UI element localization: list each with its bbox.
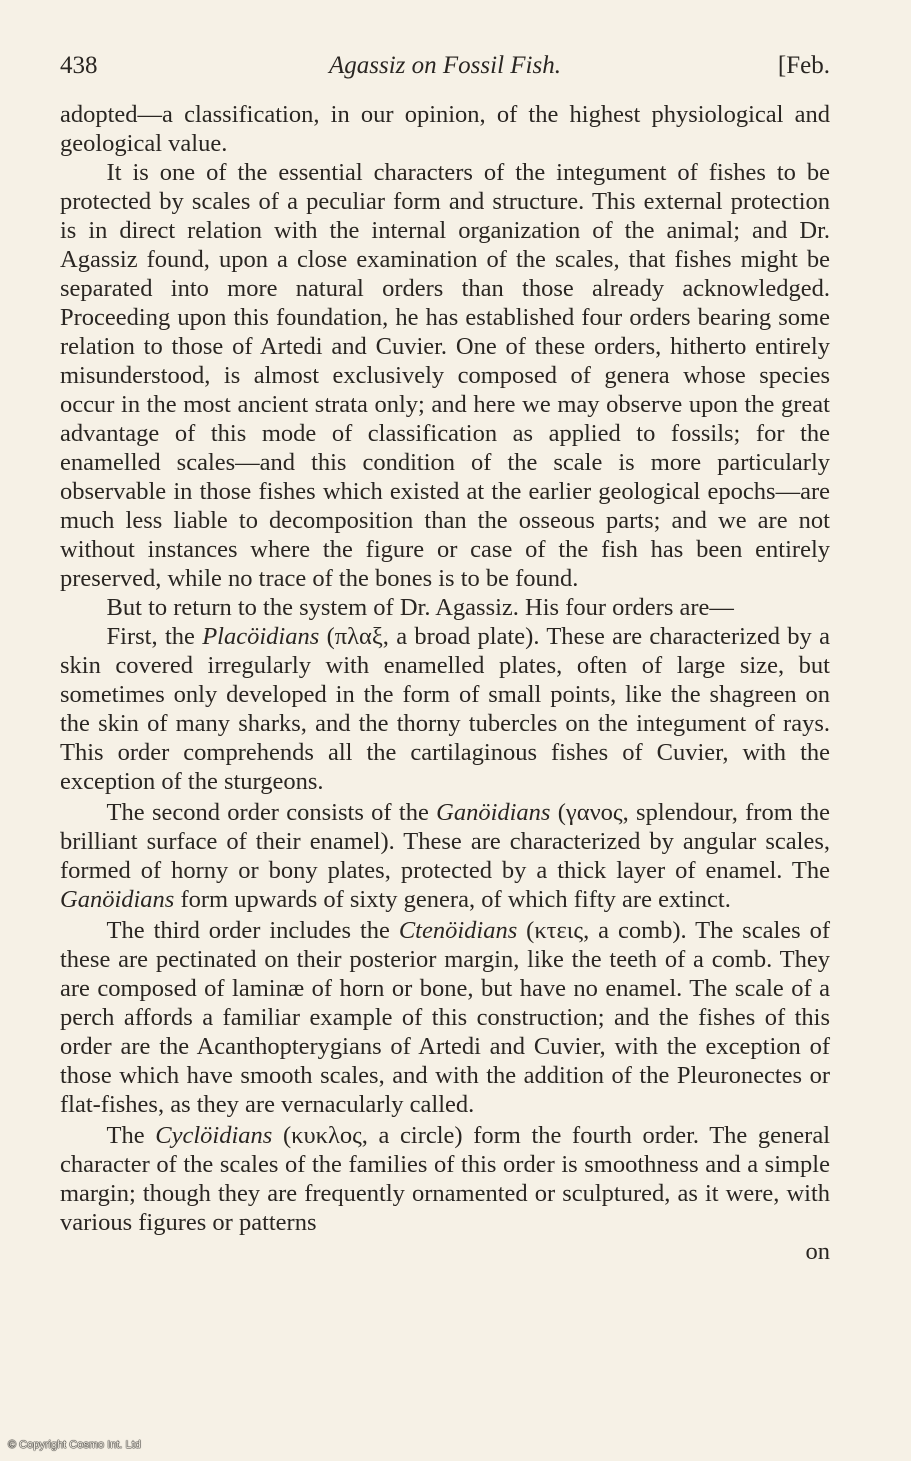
- paragraph: The third order includes the Ctenöidians (κτεις, a comb). The scales of these are pectinated on their posterior margin, like the teeth of a comb. They are composed of laminæ of horn or bone, but have no enamel. The scale of a perch affords a familiar example of this construction; and the fishes of this order are the Acanthopterygians of Artedi and Cuvier, with the exception of those which have smooth scales, and with the addition of the Pleuronectes or flat-fishes, as they are vernacularly called.: [60, 917, 830, 1118]
- page-number: 438: [60, 52, 98, 79]
- month-label: [Feb.: [777, 52, 830, 79]
- order-name: Cyclöidians: [155, 1122, 273, 1149]
- order-name: Placöidians: [202, 623, 320, 650]
- order-name: Ctenöidians: [398, 917, 518, 944]
- order-name: Ganöidians: [60, 886, 175, 913]
- running-title: Agassiz on Fossil Fish.: [329, 52, 561, 79]
- paragraph: It is one of the essential characters of the integument of fishes to be protected by scales of a peculiar form and structure. This external protection is in direct relation with the internal organization of the animal; and Dr. Agassiz found, upon a close examination of the scales, that fishes might be separated into more natural orders than those already acknowledged. Proceeding upon this foundation, he has established four orders bearing some relation to those of Artedi and Cuvier. One of these orders, hitherto entirely misunderstood, is almost exclusively composed of genera whose species occur in the most ancient strata only; and here we may observe upon the great advantage of this mode of classification as applied to fossils; for the enamelled scales—and this condition of the scale is more particularly observable in those fishes which existed at the earlier geological epochs—are much less liable to decomposition than the osseous parts; and we are not without instances where the figure or case of the fish has been entirely preserved, while no trace of the bones is to be found.: [60, 159, 830, 592]
- copyright-watermark: © Copyright Cosmo Int. Ltd: [8, 1439, 141, 1451]
- paragraph: The second order consists of the Ganöidians (γανος, splendour, from the brilliant surface of their enamel). These are characterized by angular scales, formed of horny or bony plates, protected by a thick layer of enamel. The Ganöidians form upwards of sixty genera, of which fifty are extinct.: [60, 799, 830, 913]
- paragraph: The Cyclöidians (κυκλος, a circle) form the fourth order. The general character of the scales of the families of this order is smoothness and a simple margin; though they are frequently ornamented or sculptured, as it were, with various figures or patterns: [60, 1122, 831, 1236]
- running-header: [60, 46, 830, 86]
- order-name: Ganöidians: [436, 799, 551, 826]
- paragraph: adopted—a classification, in our opinion, of the highest physiological and geological value.: [60, 101, 830, 157]
- catchword: on: [805, 1238, 830, 1265]
- paragraph: First, the Placöidians (πλαξ, a broad plate). These are characterized by a skin covered irregularly with enamelled plates, often of large size, but sometimes only developed in the form of small points, like the shagreen on the skin of many sharks, and the thorny tubercles on the integument of rays. This order comprehends all the cartilaginous fishes of Cuvier, with the exception of the sturgeons.: [60, 623, 831, 795]
- body-text: [60, 100, 830, 1237]
- paragraph: But to return to the system of Dr. Agassiz. His four orders are—: [106, 594, 734, 621]
- page: [60, 46, 830, 1266]
